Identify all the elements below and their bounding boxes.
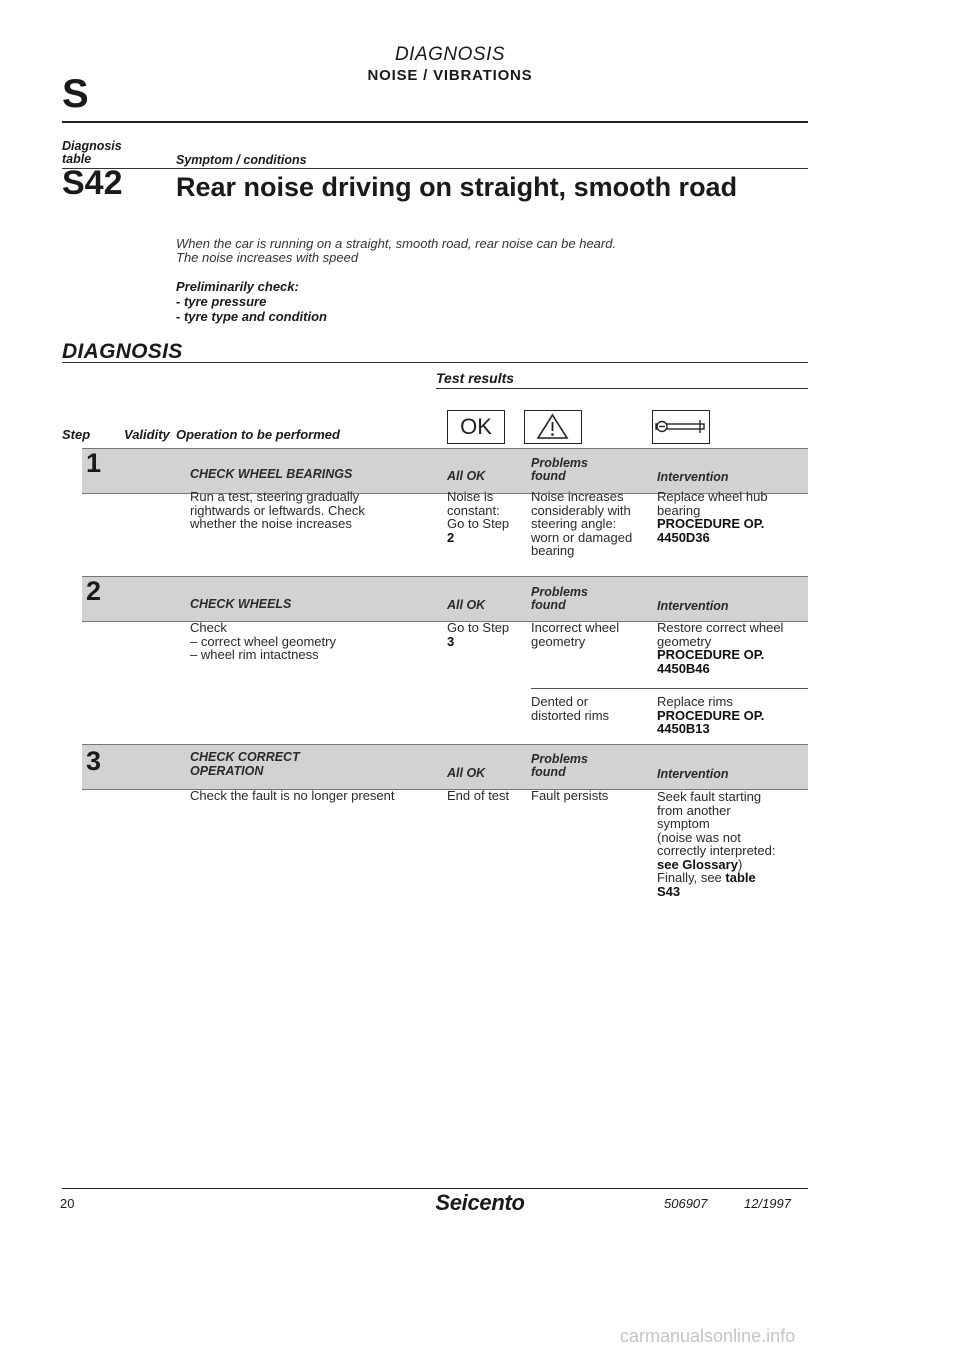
problems-found-label: Problems <box>531 585 588 599</box>
procedure-code: 4450D36 <box>657 529 710 545</box>
col-validity: Validity <box>124 427 170 442</box>
intervention-label: Intervention <box>657 599 729 613</box>
problem-text <box>531 490 632 558</box>
ok-goto-step: 2 <box>447 529 455 545</box>
intervention-text <box>657 695 764 736</box>
problem-line: Noise increases <box>531 489 624 504</box>
table-ref-code: S43 <box>657 883 681 899</box>
operation-line: – wheel rim intactness <box>190 647 319 662</box>
col-operation: Operation to be performed <box>176 427 340 442</box>
brand-logo: Seicento <box>435 1190 525 1215</box>
col-step: Step <box>62 427 91 442</box>
intervention-text <box>657 490 768 544</box>
operation-line: Run a test, steering gradually <box>190 489 360 504</box>
operation-line: Check <box>190 620 227 635</box>
symptom-title: Rear noise driving on straight, smooth road <box>176 172 738 202</box>
problem-line: Incorrect wheel <box>531 620 620 635</box>
problem-line: geometry <box>531 633 586 649</box>
footer-rule <box>62 1188 808 1189</box>
document-reference: 506907 <box>664 1196 708 1211</box>
page-title: DIAGNOSIS <box>394 44 506 65</box>
paren-close: ) <box>737 856 743 872</box>
ok-result-text <box>447 789 509 803</box>
intervention-line: Seek fault starting <box>657 789 762 804</box>
step-check-label: CHECK WHEELS <box>190 597 292 611</box>
problem-line: worn or damaged <box>531 529 633 545</box>
ok-result-text <box>447 490 509 544</box>
problem-text <box>531 621 619 648</box>
intervention-line: from another <box>657 802 731 818</box>
test-results-label: Test results <box>436 370 515 386</box>
problems-found-label: Problems <box>531 456 588 470</box>
document-date: 12/1997 <box>744 1196 791 1211</box>
problem-line: Fault persists <box>531 788 609 803</box>
ok-line: Noise is <box>447 489 494 504</box>
sub-row-rule <box>531 688 808 689</box>
table-ref: table <box>725 870 756 885</box>
page-number: 20 <box>60 1196 75 1211</box>
intervention-text <box>657 790 776 898</box>
step-number: 2 <box>86 576 102 606</box>
procedure-ref: PROCEDURE OP. <box>657 647 765 662</box>
operation-line: whether the noise increases <box>190 516 352 531</box>
test-results-rule <box>436 388 808 389</box>
problem-line: steering angle: <box>531 516 617 531</box>
procedure-code: 4450B46 <box>657 660 710 676</box>
all-ok-label: All OK <box>447 469 486 483</box>
operation-line: – correct wheel geometry <box>190 633 336 649</box>
intervention-text <box>657 621 783 675</box>
procedure-ref: PROCEDURE OP. <box>657 707 765 723</box>
all-ok-label: All OK <box>447 598 486 612</box>
all-ok-label: All OK <box>447 766 486 780</box>
diagnosis-table-label-2: table <box>62 152 92 166</box>
intervention-line: (noise was not <box>657 829 741 845</box>
problems-found-label: Problems <box>531 752 588 766</box>
intervention-line: geometry <box>657 633 712 649</box>
ok-line: constant: <box>447 502 500 518</box>
intervention-glossary-line <box>657 858 776 872</box>
procedure-code: 4450B13 <box>657 721 710 736</box>
ok-goto-step: 3 <box>447 633 455 649</box>
symptom-conditions-label: Symptom / conditions <box>176 153 307 167</box>
section-letter: S <box>62 72 89 116</box>
step-number: 1 <box>86 448 102 478</box>
intervention-label: Intervention <box>657 767 729 781</box>
symptom-code: S42 <box>62 164 123 202</box>
problem-line: Dented or <box>531 694 589 709</box>
problem-text <box>531 789 608 803</box>
preliminary-item: - tyre type and condition <box>176 309 327 324</box>
operation-line: Check the fault is no longer present <box>190 788 395 803</box>
intervention-line: correctly interpreted: <box>657 843 776 858</box>
watermark: carmanualsonline.info <box>620 1326 796 1346</box>
step-check-label: CHECK WHEEL BEARINGS <box>190 467 353 481</box>
problem-line: considerably with <box>531 502 631 518</box>
problems-found-label: found <box>531 765 566 779</box>
problem-line: distorted rims <box>531 707 610 723</box>
diagnosis-table-label-1: Diagnosis <box>62 139 122 153</box>
intervention-line: bearing <box>657 502 701 518</box>
ok-icon-label: OK <box>460 414 492 439</box>
ok-line: Go to Step <box>447 620 510 635</box>
symptom-description-1: When the car is running on a straight, smooth road, rear noise can be heard. <box>176 236 617 251</box>
ok-line: Go to Step <box>447 516 510 531</box>
problem-text <box>531 695 609 722</box>
step-number: 3 <box>86 746 102 776</box>
problem-line: bearing <box>531 543 575 558</box>
finally-text: Finally, see <box>657 870 726 885</box>
intervention-label: Intervention <box>657 470 729 484</box>
intervention-line: Replace wheel hub <box>657 489 768 504</box>
preliminary-item: - tyre pressure <box>176 294 267 309</box>
warning-icon <box>524 410 582 444</box>
operation-line: rightwards or leftwards. Check <box>190 502 365 518</box>
ok-line: End of test <box>447 788 510 803</box>
step-check-label: CHECK CORRECT <box>190 750 300 764</box>
operation-text <box>190 490 365 531</box>
header-rule <box>62 121 808 123</box>
preliminary-heading: Preliminarily check: <box>176 279 299 294</box>
intervention-line: Replace rims <box>657 694 733 709</box>
problems-found-label: found <box>531 469 566 483</box>
step-check-label: OPERATION <box>190 764 264 778</box>
problems-found-label: found <box>531 598 566 612</box>
intervention-line: Restore correct wheel <box>657 620 784 635</box>
wrench-icon <box>652 410 710 444</box>
operation-text <box>190 789 395 803</box>
page-subtitle: NOISE / VIBRATIONS <box>367 67 533 84</box>
intervention-finally-line <box>657 871 776 885</box>
procedure-ref: PROCEDURE OP. <box>657 516 765 531</box>
see-glossary-ref: see Glossary <box>657 856 738 872</box>
ok-result-text <box>447 621 509 648</box>
symptom-rule <box>62 168 808 169</box>
symptom-description-2: The noise increases with speed <box>176 250 359 265</box>
diagnosis-heading: DIAGNOSIS <box>62 340 183 363</box>
diagnosis-rule <box>62 362 808 363</box>
ok-icon <box>447 410 505 444</box>
intervention-line: symptom <box>657 816 710 831</box>
operation-text <box>190 621 336 662</box>
